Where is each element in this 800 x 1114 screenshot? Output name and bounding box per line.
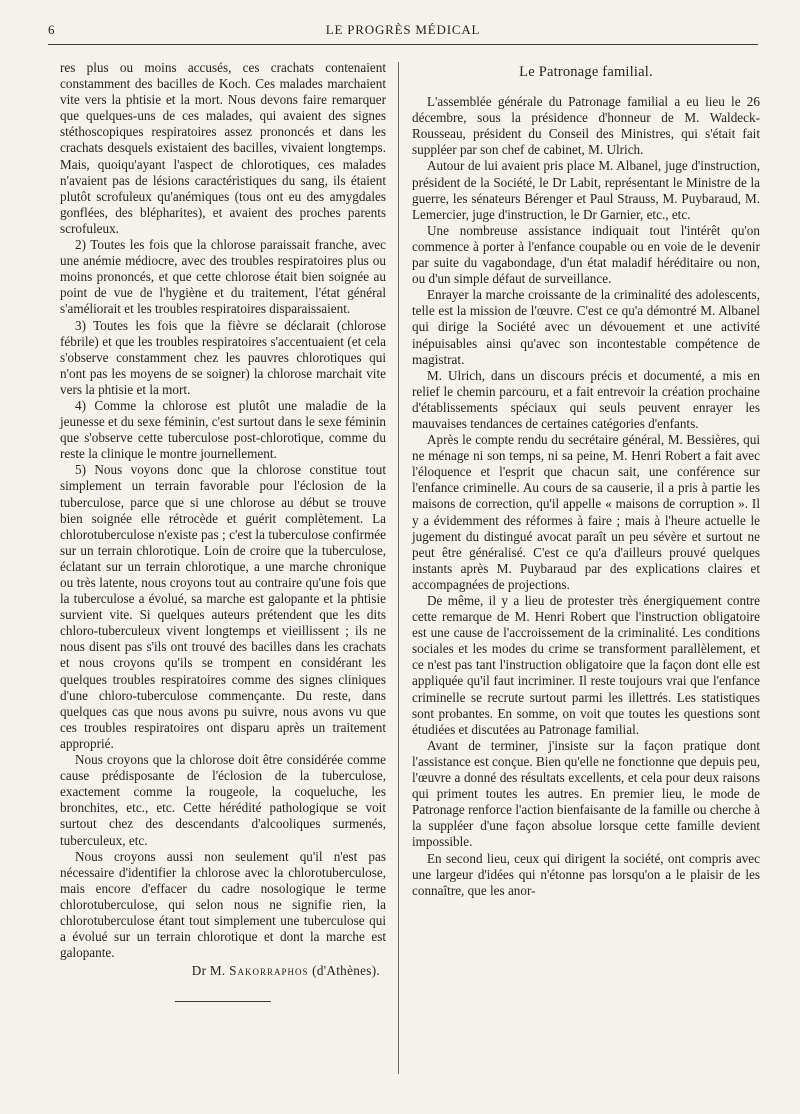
article-paragraph: Après le compte rendu du secrétaire général, M. Bessières, qui ne ménage ni son temps, ni sa peine, M. Henri Robert a fait avec l'éloquence et l'esprit que chacun sait, une conférence sur l'enfance criminelle. Au cours de sa causerie, il a pris à partie les maisons de correction, qu'il appelle « maisons de corruption ». Il y a évidemment des réformes à faire ; mais à l'heure actuelle le jugement du distingué avocat paraît un peu sévère et surtout ne peut être généralisé. C'est ce qu'a d'ailleurs prouvé quelques instants après M. Puybaraud par des explications claires et accompagnées de projections. bbox=[412, 432, 760, 592]
header-rule bbox=[48, 44, 758, 45]
signature-name: Sakorraphos bbox=[229, 963, 309, 979]
article-paragraph: 5) Nous voyons donc que la chlorose constitue tout simplement un terrain favorable pour l'éclosion de la tuberculose, parce que si une chlorose au début se trouve bien soignée elle rétrocède et guérit complètement. La chlorotuberculose n'existe pas ; c'est la tuberculose confirmée sur un terrain chlorotique. Loin de croire que la tuberculose, éclatant sur un terrain chlorotique, a une marche chronique ou très latente, nous croyons tout au contraire qu'une fois que la tuberculose a évolué, sa marche est galopante et la phtisie survient vite. Si quelques auteurs prétendent que les dits chloro-tuberculeux vivent longtemps et vieillissent ; ils ne nous disent pas s'ils ont trouvé des bacilles dans les crachats et nous croyons qu'ils se trompent en considérant les quelques troubles respiratoires comme des signes cliniques d'une chloro-tuberculose commençante. Du reste, dans quelques cas que nous avons pu suivre, nous avons vu que ces troubles respiratoires ont disparu après un traitement approprié. bbox=[60, 462, 386, 751]
left-column bbox=[60, 60, 386, 1002]
article-paragraph: De même, il y a lieu de protester très énergiquement contre cette remarque de M. Henri Robert que l'instruction obligatoire est une cause de l'accroissement de la criminalité. Les conditions sociales et les modes du crime se transforment parallèlement, et ce n'est pas tant l'instruction obligatoire que la façon dont elle est appliquée qu'il faut incriminer. Il reste toujours vrai que l'enfance criminelle se recrute surtout parmi les illettrés. Les statistiques sont probantes. En somme, on voit que toutes les questions sont étudiées et discutées au Patronage familial. bbox=[412, 593, 760, 737]
article-paragraph: res plus ou moins accusés, ces crachats contenaient constamment des bacilles de Koch. Ces malades marchaient vite vers la phtisie et la mort. Nous devons faire remarquer que quelques-uns de ces malades, qui avaient des signes stéthoscopiques respiratoires assez prononcés et dans les crachats desquels existaient des bacilles, vivaient longtemps. Mais, quoiqu'ayant l'aspect de chlorotiques, ces malades n'avaient pas de lésions caractéristiques du sang, ils étaient plutôt scrofuleux qu'anémiques (tous ont eu des amygdales gonflées, des blépharites), et avaient des proches parents scrofuleux. bbox=[60, 60, 386, 236]
article-paragraph: En second lieu, ceux qui dirigent la société, ont compris avec une largeur d'idées qui n'étonne pas lorsqu'on a le plaisir de les connaître, que les anor- bbox=[412, 850, 760, 898]
column-divider bbox=[398, 62, 399, 1074]
article-paragraph: Nous croyons que la chlorose doit être considérée comme cause prédisposante de l'éclosion de la tuberculose, exactement comme la rougeole, la coqueluche, les bronchites, etc., etc. Cette hérédité pathologique se voit surtout chez des descendants d'alcooliques surmenés, tuberculeux, etc. bbox=[60, 752, 386, 848]
journal-title: LE PROGRÈS MÉDICAL bbox=[325, 22, 481, 37]
article-paragraph: Enrayer la marche croissante de la criminalité des adolescents, telle est la mission de l'œuvre. C'est ce qu'a démontré M. Albanel qui dirige la Société avec un dévouement et une activité inépuisables ainsi qu'avec son incontestable compétence de magistrat. bbox=[412, 287, 760, 367]
article-paragraph: L'assemblée générale du Patronage familial a eu lieu le 26 décembre, sous la présidence d'honneur de M. Waldeck-Rousseau, président du Conseil des Ministres, qui s'était fait suppléer par son chef de cabinet, M. Ulrich. bbox=[412, 94, 760, 158]
article-paragraph: M. Ulrich, dans un discours précis et documenté, a mis en relief le chemin parcouru, et a fait entrevoir la création prochaine d'établissements spéciaux qui seuls peuvent enrayer les mauvaises tendances de certaines catégories d'enfants. bbox=[412, 367, 760, 431]
author-signature bbox=[60, 963, 386, 979]
article-paragraph: Autour de lui avaient pris place M. Albanel, juge d'instruction, président de la Société, le Dr Labit, représentant le Ministre de la guerre, les sénateurs Bérenger et Paul Strauss, M. Puybaraud, M. Lemercier, juge d'instruction, le Dr Garnier, etc., etc. bbox=[412, 158, 760, 222]
signature-prefix: Dr M. bbox=[191, 963, 226, 979]
article-title: Le Patronage familial. bbox=[519, 64, 653, 80]
signature-suffix: (d'Athènes). bbox=[312, 963, 380, 979]
page-header bbox=[48, 22, 758, 42]
article-paragraph: 2) Toutes les fois que la chlorose paraissait franche, avec une anémie médiocre, avec des troubles respiratoires plus ou moins prononcés, et que cette chlorose était bien soignée au point de vue de l'hygiène et du traitement, l'état général s'améliorait et les troubles respiratoires disparaissaient. bbox=[60, 237, 386, 317]
article-end-rule bbox=[175, 1001, 271, 1002]
article-paragraph: Avant de terminer, j'insiste sur la façon pratique dont l'assistance est conçue. Bien qu'elle ne fonctionne que depuis peu, l'œuvre a donné des résultats excellents, et cela pour deux raisons qui priment toutes les autres. En premier lieu, le mode de Patronage renforce l'action bienfaisante de la famille ou cherche à la suppléer d'une façon absolue lorsque cette famille devient impossible. bbox=[412, 737, 760, 850]
article-paragraph: Une nombreuse assistance indiquait tout l'intérêt qu'on commence à porter à l'enfance coupable ou en voie de le devenir par suite du vagabondage, d'un état maladif héréditaire ou non, ou d'un simple défaut de surveillance. bbox=[412, 222, 760, 287]
page-number: 6 bbox=[48, 22, 56, 37]
article-paragraph: 4) Comme la chlorose est plutôt une maladie de la jeunesse et du sexe féminin, c'est surtout dans le sexe féminin que s'observe cette tuberculose post-chlorotique, comme du reste la clinique le montre journellement. bbox=[60, 397, 386, 462]
article-paragraph: 3) Toutes les fois que la fièvre se déclarait (chlorose fébrile) et que les troubles respiratoires s'accentuaient (et cela s'observe constamment chez les pauvres chlorotiques qui n'ont pas les moyens de se soigner) la chlorose marchait vite vers la phtisie et la mort. bbox=[60, 317, 386, 397]
right-column bbox=[412, 64, 760, 899]
article-paragraph: Nous croyons aussi non seulement qu'il n'est pas nécessaire d'identifier la chlorose avec la chlorotuberculose, mais encore d'effacer du cadre nosologique le terme chlorotuberculose, qui selon nous ne signifie rien, la chlorotuberculose étant tout simplement une tuberculose qui a évolué sur un terrain chlorotique et dont la marche est galopante. bbox=[60, 848, 386, 961]
